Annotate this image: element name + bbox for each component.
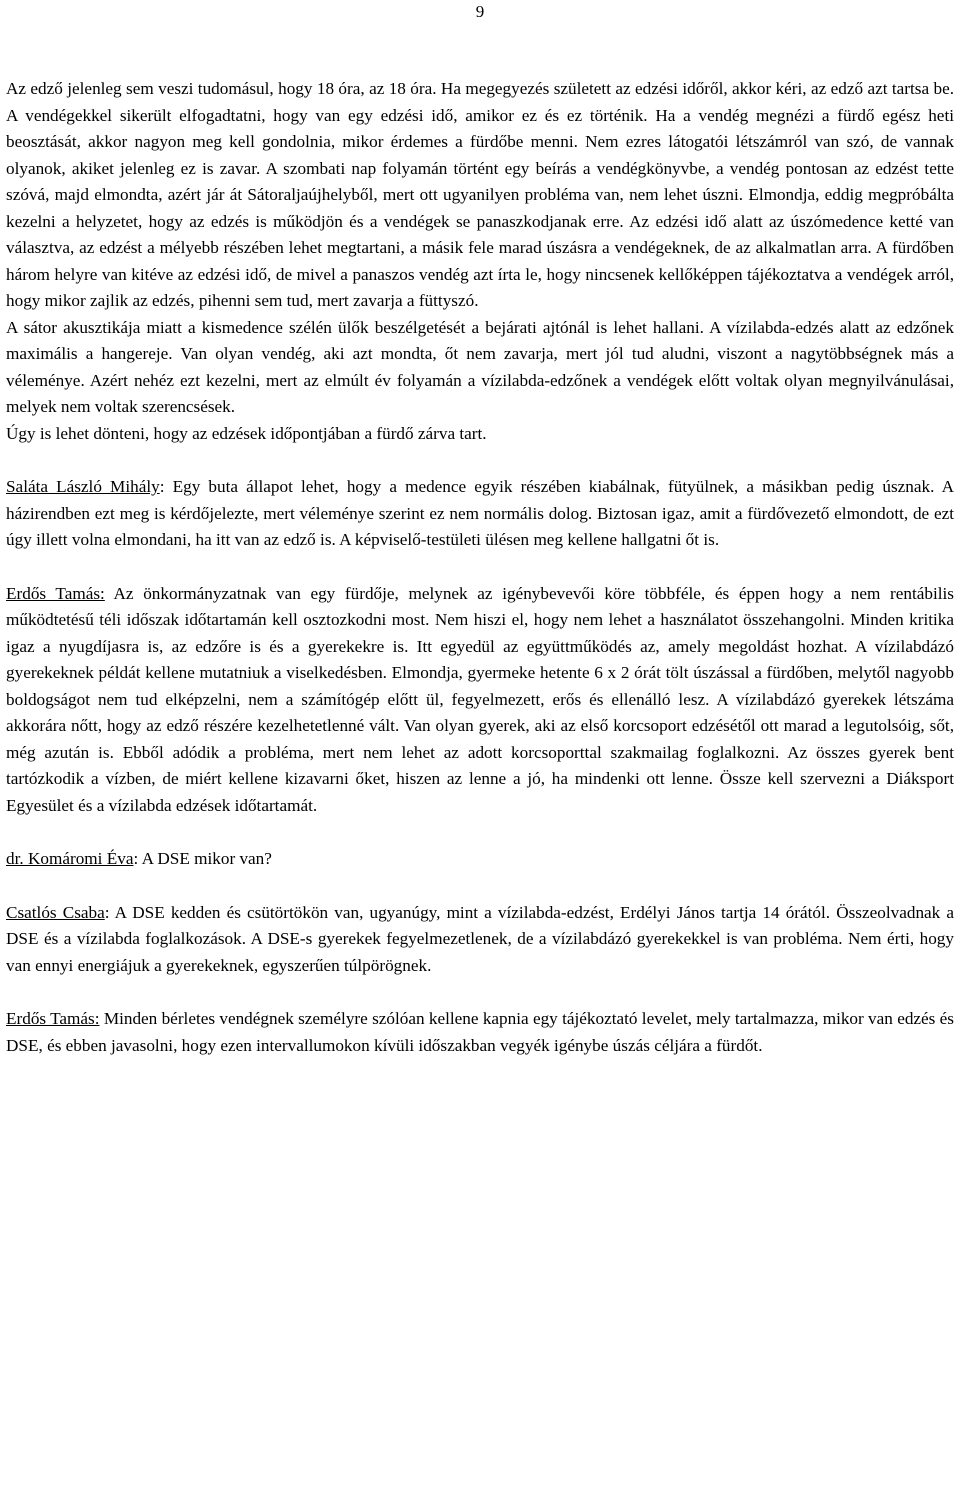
speaker-separator: : [104,902,110,922]
speaker-name: dr. Komáromi Éva [6,849,134,868]
paragraph: A sátor akusztikája miatt a kismedence szélén ülők beszélgetését a bejárati ajtónál is lehet hallani. A vízilabda-edzés alatt az edzőnek maximális a hangereje. Van olyan vendég, aki azt mondta, őt nem zavarja, mert jól tud aludni, viszont a nagytöbbségnek más a véleménye. Azért nehéz ezt kezelni, mert az elmúlt év folyamán a vízilabda-edzőnek a vendégek előtt voltak olyan megnyilvánulásai, melyek nem voltak szerencsések. [6,317,954,416]
paragraph-gap [6,979,954,1006]
paragraph-gap [6,819,954,846]
paragraph-gap [6,447,954,474]
paragraph-gap [6,554,954,581]
page-number: 9 [475,2,485,21]
speech-text: Egy buta állapot lehet, hogy a medence egyik részében kiabálnak, fütyülnek, a másikban pedig úsznak. A házirendben ezt meg is kérdőjelezte, mert véleménye szerint ez nem normális dolog. Biztosan igaz, amit a fürdővezető elmondott, de ezt úgy illett volna elmondani, ha itt van az edző is. A képviselő-testületi ülésen meg kellene hallgatni őt is. [6,477,954,549]
speech-text: A DSE kedden és csütörtökön van, ugyanúgy, mint a vízilabda-edzést, Erdélyi János tartja 14 órától. Összeolvadnak a DSE és a vízilabda foglalkozások. A DSE-s gyerekek fegyelmezetlenek, de a vízilabdázó gyerekekkel is van probléma. Nem érti, hogy van ennyi energiájuk a gyerekeknek, egyszerűen túlpörögnek. [6,902,954,975]
speech-paragraph [6,581,954,820]
speech-paragraph [6,474,954,554]
paragraph-gap [6,873,954,900]
speech-text: Az önkormányzatnak van egy fürdője, melynek az igénybevevői köre többféle, és éppen hogy a nem rentábilis működtetésű téli időszak időtartamán kell osztozkodni most. Nem hiszi el, hogy nem lehet a használatot összehangolni. Minden kritika igaz a nyugdíjasra is, az edzőre is és a gyerekekre is. Itt egyedül az együttműködés az, amely megoldást hozhat. A vízilabdázó gyerekeknek példát kellene mutatniuk a viselkedésben. Elmondja, gyermeke hetente 6 x 2 órát tölt úszással a fürdőben, melytől nagyobb boldogságot nem tud elképzelni, nem a számítógép előtt ül, fegyelmezett, erős és ellenálló lesz. A vízilabdázó gyerekek létszáma akkorára nőtt, hogy az edző részére kezelhetetlenné vált. Van olyan gyerek, aki az első korcsoport edzésétől ott marad a legutolsóig, sőt, még azután is. Ebből adódik a probléma, mert nem lehet az adott korcsoporttal szakmailag foglalkozni. Az összes gyerek bent tartózkodik a vízben, de miért kellene kizavarni őket, hiszen az lenne a jó, ha mindenki ott lenne. Össze kell szervezni a Diáksport Egyesület és a vízilabda edzések időtartamát. [6,583,954,815]
speaker-name: Saláta László Mihály [6,477,160,496]
speaker-separator: : [133,849,139,868]
speech-text: Minden bérletes vendégnek személyre szólóan kellene kapnia egy tájékoztató levelet, mely tartalmazza, mikor van edzés és DSE, és ebben javasolni, hogy ezen intervallumokon kívüli időszakban vegyék igénybe úszás céljára a fürdőt. [6,1009,954,1055]
speech-paragraph [6,846,954,873]
document-body [6,76,954,1059]
speaker-name: Erdős Tamás: [6,583,105,603]
paragraph: Úgy is lehet dönteni, hogy az edzések időpontjában a fürdő zárva tart. [6,423,487,443]
speech-text: A DSE mikor van? [138,849,272,868]
speaker-separator: : [159,477,165,496]
speaker-name: Erdős Tamás: [6,1009,100,1028]
paragraph: Az edző jelenleg sem veszi tudomásul, hogy 18 óra, az 18 óra. Ha megegyezés született az edzési időről, akkor kéri, az edző azt tartsa be. A vendégekkel sikerült elfogadtatni, hogy van egy edzési idő, amikor ez és ez történik. Ha a vendég megnézi a fürdő egész heti beosztását, akkor nagyon meg kell gondolnia, mikor érdemes a fürdőbe menni. Nem ezres látogatói létszámról van szó, de vannak olyanok, akiket jelenleg ez is zavar. A szombati nap folyamán történt egy beírás a vendégkönyvbe, a vendég pontosan az edzést tette szóvá, majd elmondta, azért jár át Sátoraljaújhelyből, mert ott ugyanilyen probléma van, nem lehet úszni. Elmondja, eddig megpróbálta kezelni a helyzetet, hogy az edzés is működjön és a vendégek se panaszkodjanak erre. Az edzési idő alatt az úszómedence ketté van választva, az edzést a mélyebb részében lehet megtartani, a másik fele marad úszásra a vendégeknek, de az alkalmatlan arra. A fürdőben három helyre van kitéve az edzési idő, de mivel a panaszos vendég azt írta le, hogy nincsenek kellőképpen tájékoztatva a vendégek arról, hogy mikor zajlik az edzés, pihenni sem tud, mert zavarja a füttyszó. [6,79,954,310]
speech-paragraph [6,1006,954,1059]
speech-paragraph [6,900,954,980]
speaker-name: Csatlós Csaba [6,902,105,922]
